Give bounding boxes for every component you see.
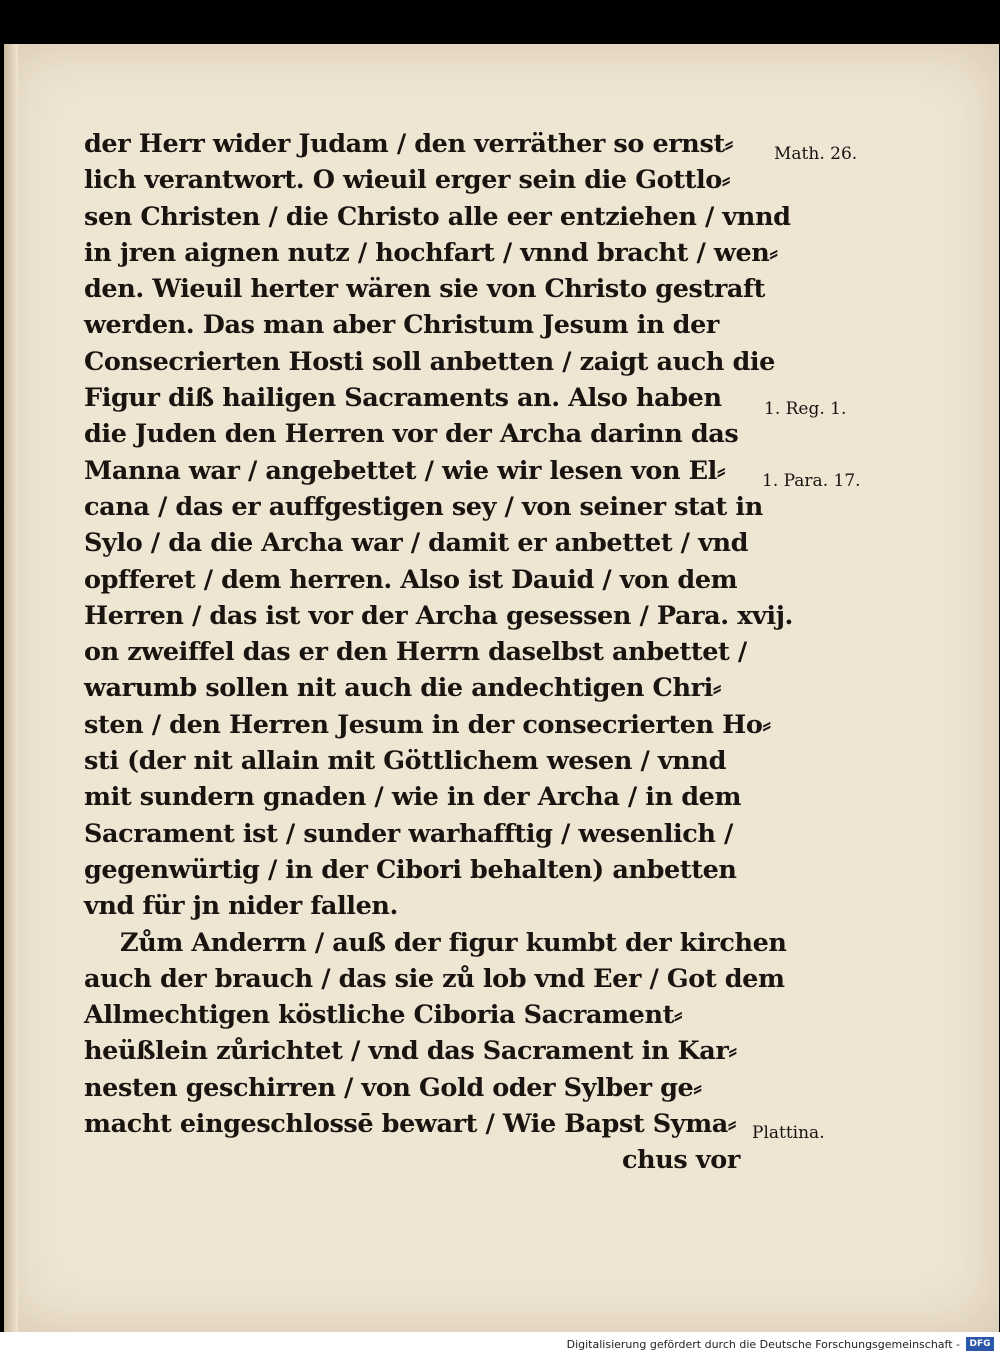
text-line-9: die Juden den Herren vor der Archa darinn das [84, 419, 739, 450]
text-line-1: der Herr wider Judam / den verräther so ernst⸗ [84, 129, 733, 159]
text-line-26: heüßlein zůrichtet / vnd das Sacrament in Kar⸗ [84, 1036, 737, 1067]
text-line-19: mit sundern gnaden / wie in der Archa / in dem [84, 782, 742, 813]
top-black-border [0, 0, 1000, 42]
text-line-4: in jren aignen nutz / hochfart / vnnd bracht / wen⸗ [84, 237, 778, 268]
text-line-10: Manna war / angebettet / wie wir lesen von El⸗ [84, 455, 726, 486]
text-line-12: Sylo / da die Archa war / damit er anbettet / vnd [84, 528, 749, 559]
catchword: chus vor [622, 1145, 740, 1176]
text-line-18: sti (der nit allain mit Göttlichem wesen / vnnd [84, 746, 727, 777]
text-line-20: Sacrament ist / sunder warhafftig / wesenlich / [84, 818, 733, 849]
footer-credit: Digitalisierung gefördert durch die Deutsche Forschungsgemeinschaft - [566, 1338, 960, 1351]
text-line-7: Consecrierten Hosti soll anbetten / zaigt auch die [84, 346, 775, 377]
footer-bar [0, 1332, 1000, 1357]
text-line-22: vnd für jn nider fallen. [84, 891, 399, 922]
text-line-13: opfferet / dem herren. Also ist Dauid / von dem [84, 564, 738, 595]
text-line-16: warumb sollen nit auch die andechtigen Chri⸗ [84, 673, 721, 704]
text-line-6: werden. Das man aber Christum Jesum in der [84, 310, 719, 341]
text-line-24: auch der brauch / das sie zů lob vnd Eer / Got dem [84, 963, 785, 994]
margin-note-matth: Math. 26. [774, 144, 858, 164]
text-line-27: nesten geschirren / von Gold oder Sylber ge⸗ [84, 1072, 702, 1103]
text-line-2: lich verantwort. O wieuil erger sein die Gottlo⸗ [84, 165, 730, 196]
margin-note-plattina: Plattina. [752, 1123, 825, 1143]
text-line-28: macht eingeschlossē bewart / Wie Bapst Syma⸗ [84, 1109, 736, 1140]
text-line-25: Allmechtigen köstliche Ciboria Sacrament⸗ [84, 1000, 683, 1031]
text-line-21: gegenwürtig / in der Cibori behalten) anbetten [84, 854, 737, 885]
text-line-5: den. Wieuil herter wären sie von Christo gestraft [84, 274, 765, 305]
text-line-14: Herren / das ist vor der Archa gesessen / Para. xvij. [84, 600, 794, 631]
margin-note-para: 1. Para. 17. [762, 471, 861, 491]
text-line-11: cana / das er auffgestigen sey / von seiner stat in [84, 491, 763, 522]
margin-note-reg: 1. Reg. 1. [764, 399, 847, 419]
book-page [4, 44, 999, 1332]
text-line-3: sen Christen / die Christo alle eer entziehen / vnnd [84, 201, 791, 232]
text-line-23: Zům Anderrn / auß der figur kumbt der kirchen [120, 927, 787, 958]
text-line-8: Figur diß hailigen Sacraments an. Also haben [84, 383, 722, 414]
text-line-17: sten / den Herren Jesum in der consecrierten Ho⸗ [84, 709, 771, 740]
text-line-15: on zweiffel das er den Herrn daselbst anbettet / [84, 637, 747, 668]
dfg-logo: DFG [966, 1337, 994, 1351]
page-binding-edge [4, 44, 18, 1332]
